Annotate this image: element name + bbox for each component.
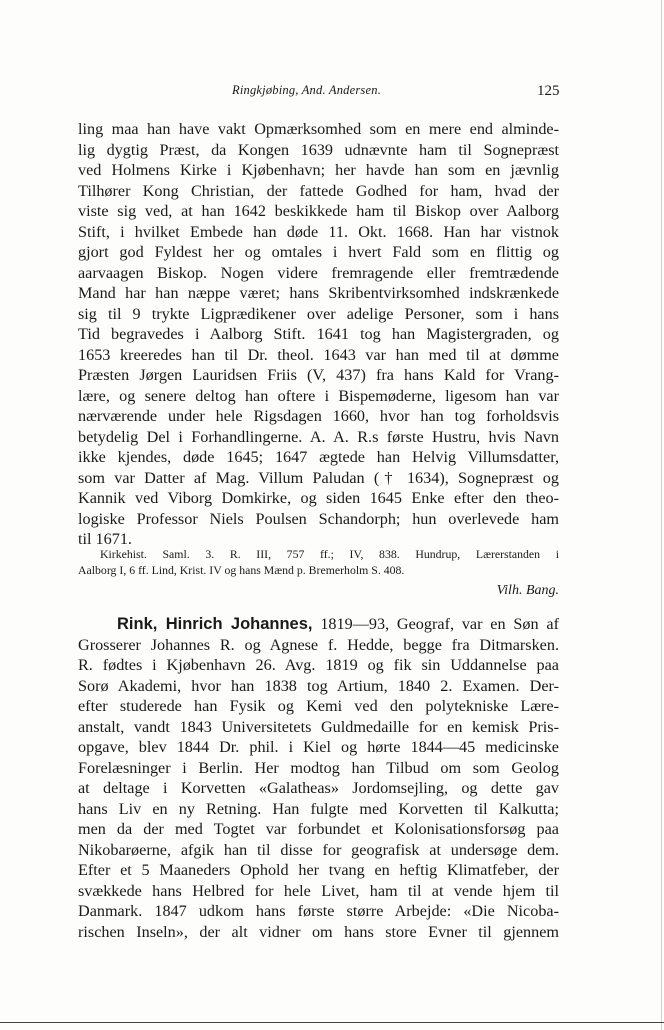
text-line: ling maa han have vakt Opmærksomhed som en mere end alminde- — [78, 120, 559, 138]
text-line: ikke kjendes, døde 1645; 1647 ægtede han Helvig Villumsdatter, — [78, 448, 559, 466]
text-line: Danmark. 1847 udkom hans første større Arbejde: «Die Nicoba- — [78, 902, 559, 920]
page-edge-line — [661, 0, 662, 1030]
text-line: at deltage i Korvetten «Galatheas» Jordomsejling, og dette gav — [78, 779, 559, 797]
text-line: nærværende under hele Rigsdagen 1660, hvor han tog forholdsvis — [78, 407, 559, 425]
source-line: Kirkehist. Saml. 3. R. III, 757 ff.; IV, 838. Hundrup, Lærerstanden i — [100, 547, 559, 561]
text-line: efter studerede han Fysik og Kemi ved den polytekniske Lære- — [78, 697, 559, 715]
text-line: Forelæsninger i Berlin. Her modtog han Tilbud om som Geolog — [78, 758, 559, 777]
text-line: Præsten Jørgen Lauridsen Friis (V, 437) fra hans Kald for Vrang- — [78, 366, 559, 384]
text-line: Nikobarøerne, afgik han til disse for geografisk at undersøge dem. — [78, 840, 559, 859]
text-line: lære, og senere deltog han oftere i Bispemøderne, ligesom han var — [78, 386, 559, 405]
text-line: svækkede hans Helbred for hele Livet, ham til at vende hjem til — [78, 881, 559, 900]
text-line: opgave, blev 1844 Dr. phil. i Kiel og hørte 1844—45 medicinske — [78, 738, 559, 756]
text-line: betydelig Del i Forhandlingerne. A. A. R.s første Hustru, hvis Navn — [78, 427, 559, 446]
text-line: anstalt, vandt 1843 Universitetets Guldmedaille for en kemisk Pris- — [78, 717, 559, 736]
entry-first-line-text: 1819—93, Geograf, var en Søn af — [312, 615, 559, 633]
entry-first-line — [78, 614, 559, 635]
running-title: Ringkjøbing, And. Andersen. — [232, 83, 382, 97]
text-line: logiske Professor Niels Poulsen Schandorph; hun overlevede ham — [78, 509, 559, 528]
text-line: 1653 kreeredes han til Dr. theol. 1643 var han med til at dømme — [78, 345, 559, 364]
text-line: Tid begravedes i Aalborg Stift. 1641 tog han Magistergraden, og — [78, 325, 559, 343]
source-line: Aalborg I, 6 ff. Lind, Krist. IV og hans Mænd p. Bremerholm S. 408. — [78, 563, 405, 577]
text-line: lig dygtig Præst, da Kongen 1639 udnævnte ham til Sognepræst — [78, 140, 559, 159]
text-line: men da der med Togtet var forbundet et Kolonisationsforsøg paa — [78, 820, 559, 838]
source-references — [78, 546, 559, 578]
entry-headword: Rink, Hinrich Johannes, — [117, 615, 313, 633]
running-head — [0, 80, 664, 104]
text-line: sig til 9 trykte Ligprædikener over adelige Personer, som i hans — [78, 304, 559, 323]
text-line: Stift, i hvilket Embede han døde 11. Okt. 1668. Han har vistnok — [78, 222, 559, 241]
text-line: R. fødtes i Kjøbenhavn 26. Avg. 1819 og fik sin Uddannelse paa — [78, 656, 559, 674]
text-line: aarvaagen Biskop. Nogen videre fremragende eller fremtrædende — [78, 263, 559, 282]
text-line: Grosserer Johannes R. og Agnese f. Hedde, begge fra Ditmarsken. — [78, 635, 559, 654]
entry-continued-body — [78, 119, 559, 550]
author-signature: Vilh. Bang. — [496, 583, 559, 598]
entry-rink-body — [78, 614, 559, 942]
bottom-rule — [0, 1022, 664, 1023]
text-line: hans Liv en ny Retning. Han fulgte med Korvetten til Kalkutta; — [78, 799, 559, 818]
text-line: Sorø Akademi, hvor han 1838 tog Artium, 1840 2. Examen. Der- — [78, 676, 559, 695]
text-line: ved Holmens Kirke i Kjøbenhavn; her havde han som en jævnlig — [78, 161, 559, 179]
text-line: Efter et 5 Maaneders Ophold her tvang en heftig Klimatfeber, der — [78, 861, 559, 879]
text-line: til 1671. — [78, 530, 132, 548]
text-line: viste sig ved, at han 1642 beskikkede ham til Biskop over Aalborg — [78, 202, 559, 220]
page-number: 125 — [537, 83, 560, 99]
text-line: som var Datter af Mag. Villum Paludan († 1634), Sognepræst og — [78, 468, 559, 487]
text-line: gjort god Fyldest her og omtales i hvert Fald som en flittig og — [78, 243, 559, 261]
text-line: Mand har han næppe været; hans Skribentvirksomhed indskrænkede — [78, 284, 559, 302]
text-line: Kannik ved Viborg Domkirke, og siden 1645 Enke efter den theo- — [78, 489, 559, 507]
text-line: rischen Inseln», der alt vidner om hans store Evner til gjennem — [78, 922, 559, 941]
text-line: Tilhører Kong Christian, der fattede Godhed for ham, hvad der — [78, 181, 559, 200]
